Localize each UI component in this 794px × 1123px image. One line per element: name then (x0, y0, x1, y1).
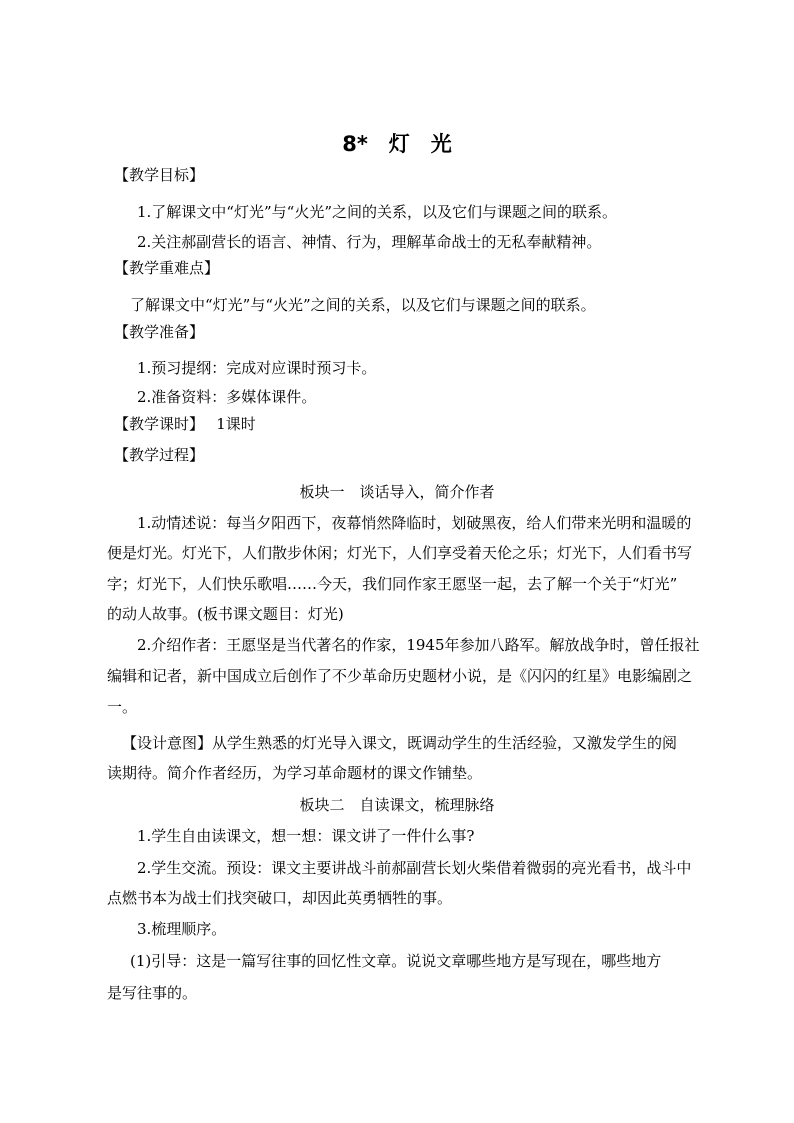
block1-heading: 板块一 谈话导入，简介作者 (299, 483, 495, 501)
key-points-heading: 【教学重难点】 (114, 259, 220, 277)
prep-item-2: 2.准备资料：多媒体课件。 (137, 388, 317, 406)
block2-item4-line1: (1)引导：这是一篇写往事的回忆性文章。说说文章哪些地方是写现在，哪些地方 (130, 952, 662, 970)
objectives-heading: 【教学目标】 (114, 166, 205, 184)
class-hours: 【教学课时】 1课时 (114, 415, 256, 433)
block2-heading: 板块二 自读课文，梳理脉络 (299, 796, 495, 814)
block1-paragraph1-line2: 便是灯光。灯光下，人们散步休闲；灯光下，人们享受着天伦之乐；灯光下，人们看书写 (107, 544, 693, 562)
block1-paragraph1-line4: 的动人故事。(板书课文题目：灯光) (107, 605, 344, 623)
block1-paragraph2-line2: 编辑和记者，新中国成立后创作了不少革命历史题材小说，是《闪闪的红星》电影编剧之 (107, 667, 693, 685)
prep-item-1: 1.预习提纲：完成对应课时预习卡。 (137, 359, 377, 377)
design-intent-line1: 【设计意图】从学生熟悉的灯光导入课文，既调动学生的生活经验，又激发学生的阅 (122, 734, 678, 752)
process-heading: 【教学过程】 (114, 446, 205, 464)
block2-item2-line1: 2.学生交流。预设：课文主要讲战斗前郝副营长划火柴借着微弱的亮光看书，战斗中 (137, 859, 692, 877)
block1-paragraph1-line1: 1.动情述说：每当夕阳西下，夜幕悄然降临时，划破黑夜，给人们带来光明和温暖的 (137, 514, 692, 532)
key-points-text: 了解课文中“灯光”与“火光”之间的关系，以及它们与课题之间的联系。 (130, 296, 596, 314)
block1-paragraph2-line3: 一。 (107, 698, 138, 716)
block2-item1: 1.学生自由读课文，想一想：课文讲了一件什么事? (137, 827, 475, 845)
block2-item3: 3.梳理顺序。 (137, 920, 227, 938)
block1-paragraph2-line1: 2.介绍作者：王愿坚是当代著名的作家，1945年参加八路军。解放战争时，曾任报社 (137, 636, 700, 654)
design-intent-line2: 读期待。简介作者经历，为学习革命题材的课文作铺垫。 (107, 764, 483, 782)
block2-item2-line2: 点燃书本为战士们找突破口，却因此英勇牺牲的事。 (107, 889, 453, 907)
page-title: 8* 灯 光 (342, 132, 452, 156)
objective-1: 1.了解课文中“灯光”与“火光”之间的关系，以及它们与课题之间的联系。 (137, 203, 617, 221)
objective-2: 2.关注郝副营长的语言、神情、行为，理解革命战士的无私奉献精神。 (137, 233, 602, 251)
preparation-heading: 【教学准备】 (114, 323, 205, 341)
block1-paragraph1-line3: 字；灯光下，人们快乐歌唱……今天，我们同作家王愿坚一起，去了解一个关于“灯光” (107, 575, 678, 593)
block2-item4-line2: 是写往事的。 (107, 984, 198, 1002)
